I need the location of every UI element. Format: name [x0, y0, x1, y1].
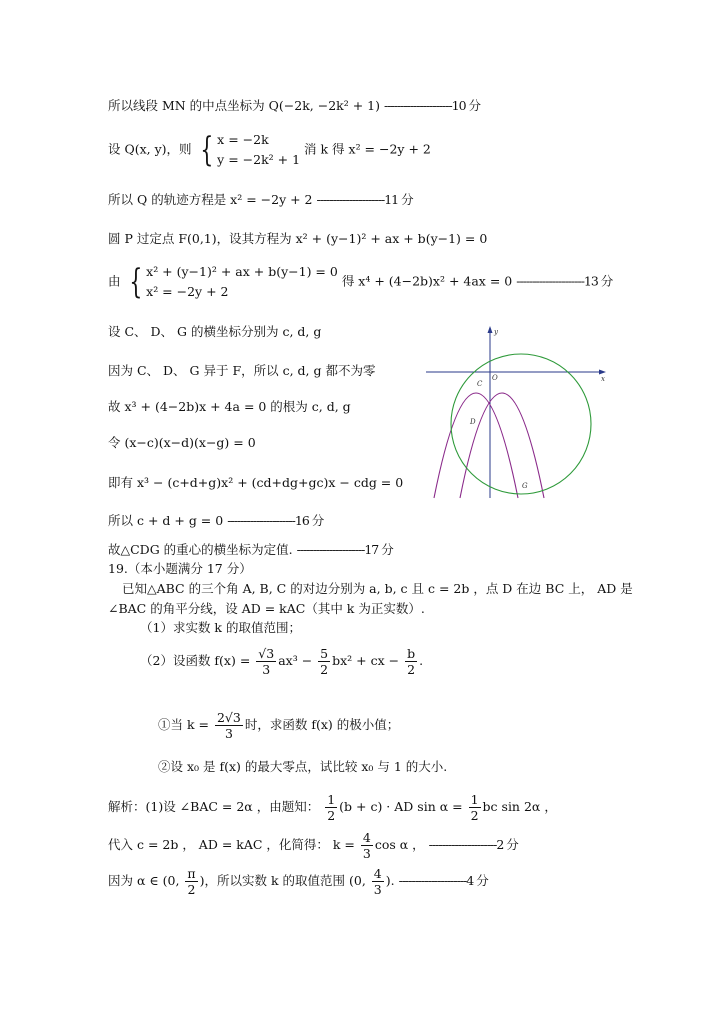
y-axis-arrow	[488, 326, 493, 333]
label-o: O	[492, 374, 498, 382]
label-c: C	[477, 380, 483, 388]
question-2-1: ①当 k = $\frac{2√3}{3}$ 时，求函数 f(x) 的极小值；	[158, 710, 400, 741]
line-sum: 所以 c + d + g = 0 ---------------------16 分	[108, 513, 324, 528]
line-system: 由 { x² + (y−1)² + ax + b(y−1) = 0 x² = −2y + 2 得 x⁴ + (4−2b)x² + 4ax = 0 ---------------------13 分	[108, 262, 613, 302]
line-setq: 设 Q(x, y)，则 { x = −2k y = −2k² + 1 消 k 得 x² = −2y + 2	[108, 130, 431, 170]
line-expand: 即有 x³ − (c+d+g)x² + (cd+dg+gc)x − cdg = 0	[108, 475, 404, 490]
circle-parabola-graph	[424, 322, 610, 500]
solution-1: 解析：(1)设 ∠BAC = 2α ，由题知： $\frac{1}{2}$ (b + c) · AD sin α = $\frac{1}{2}$ bc sin 2α ，	[108, 792, 557, 823]
line-centroid: 故△CDG 的重心的横坐标为定值. ---------------------17 分	[108, 542, 393, 557]
line-nonzero: 因为 C、 D、 G 异于 F，所以 c, d, g 都不为零	[108, 363, 376, 378]
problem-statement-cont: ∠BAC 的角平分线，设 AD = kAC（其中 k 为正实数）.	[108, 601, 425, 616]
line-circle: 圆 P 过定点 F(0,1)，设其方程为 x² + (y−1)² + ax + b(y−1) = 0	[108, 231, 488, 246]
line-midpoint: 所以线段 MN 的中点坐标为 Q(−2k, −2k² + 1) ---------------------10 分	[108, 98, 481, 113]
label-y: y	[494, 328, 498, 336]
solution-3: 因为 α ∈ (0, $\frac{\pi}{2}$ )，所以实数 k 的取值范围 (0, $\frac{4}{3}$ ). ---------------------4 分	[108, 866, 488, 897]
line-abscissas: 设 C、 D、 G 的横坐标分别为 c, d, g	[108, 324, 322, 339]
x-axis-arrow	[599, 370, 606, 375]
problem-statement: 已知△ABC 的三个角 A, B, C 的对边分别为 a, b, c 且 c = 2b ，点 D 在边 BC 上， AD 是	[122, 581, 633, 596]
line-locus: 所以 Q 的轨迹方程是 x² = −2y + 2 ---------------------11 分	[108, 192, 413, 207]
parabola-2	[460, 393, 544, 498]
label-d: D	[470, 418, 476, 426]
solution-2: 代入 c = 2b ， AD = kAC ，化简得： k = $\frac{4}{3}$ cos α ， ---------------------2 分	[108, 830, 518, 861]
label-g: G	[522, 482, 528, 490]
question-2: （2）设函数 f(x) = $\frac{√3}{3}$ ax³ − $\frac{5}{2}$ bx² + cx − $\frac{b}{2}$ .	[140, 646, 424, 677]
line-factor: 令 (x−c)(x−d)(x−g) = 0	[108, 435, 256, 450]
line-roots: 故 x³ + (4−2b)x + 4a = 0 的根为 c, d, g	[108, 399, 351, 414]
label-x: x	[601, 375, 605, 383]
problem-number: 19.（本小题满分 17 分）	[108, 561, 252, 576]
question-2-2: ②设 x₀ 是 f(x) 的最大零点，试比较 x₀ 与 1 的大小.	[158, 759, 448, 774]
parabola-1	[434, 393, 518, 498]
question-1: （1）求实数 k 的取值范围；	[140, 620, 301, 635]
